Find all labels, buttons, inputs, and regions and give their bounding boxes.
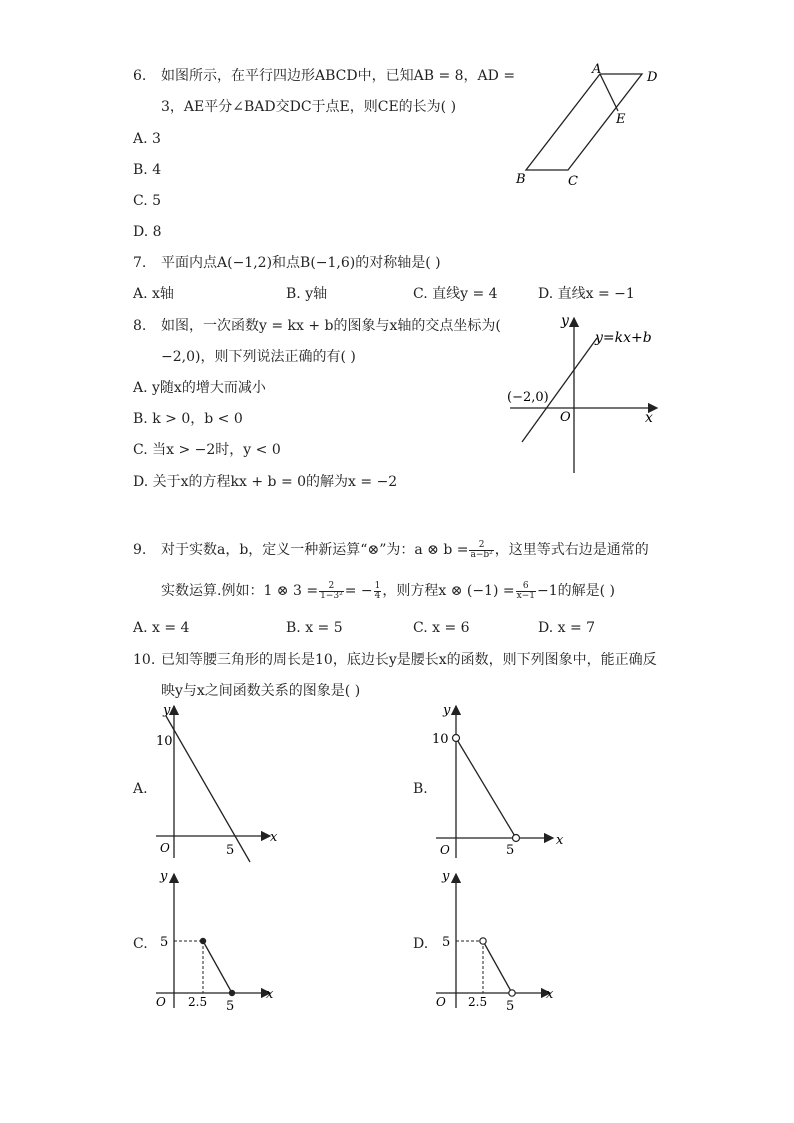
q7-option-c[interactable]: C. 直线y = 4 xyxy=(413,286,498,302)
svg-text:2.5: 2.5 xyxy=(188,995,208,1009)
q9-number: 9. xyxy=(133,542,147,558)
q10-graph-d[interactable] xyxy=(428,868,563,1018)
label-c: C xyxy=(568,174,578,189)
q6-parallelogram-figure xyxy=(508,60,668,190)
y-axis-label: y xyxy=(561,313,569,329)
q9-equation-fraction: $\frac{6}{x-1}$ xyxy=(516,580,535,601)
svg-text:5: 5 xyxy=(506,843,515,858)
graph-b-line xyxy=(456,738,516,838)
q9-option-c[interactable]: C. x = 6 xyxy=(413,620,470,636)
svg-text:O: O xyxy=(436,995,446,1009)
svg-text:5: 5 xyxy=(226,999,235,1014)
q8-stem-line2: −2,0)，则下列说法正确的有( ) xyxy=(161,349,356,365)
label-b: B xyxy=(516,172,526,187)
graph-d-line xyxy=(483,941,512,993)
q7-number: 7. xyxy=(133,255,147,271)
svg-text:5: 5 xyxy=(506,999,515,1014)
svg-text:x: x xyxy=(556,833,564,848)
line-equation-label: y=kx+b xyxy=(595,330,652,346)
label-d: D xyxy=(647,70,658,85)
label-a: A xyxy=(592,62,602,77)
intercept-label: (−2,0) xyxy=(507,390,549,405)
q9-example-fraction: $\frac{2}{\text{1−3²}}$ xyxy=(320,580,343,601)
q6-option-c[interactable]: C. 5 xyxy=(133,193,162,209)
q8-option-d[interactable]: D. 关于x的方程kx + b = 0的解为x = −2 xyxy=(133,474,398,490)
q9-stem-line2: 实数运算.例如：1 ⊗ 3 = $\frac{2}{\text{1−3²}}$ = − $\frac{1}{4}$ ，则方程x ⊗ (−1) = $\frac{6}{x-1}$ −1的解是( ) xyxy=(161,580,615,601)
q7-option-d[interactable]: D. 直线x = −1 xyxy=(538,286,635,302)
svg-text:x: x xyxy=(546,987,554,1002)
q7-stem: 平面内点A(−1,2)和点B(−1,6)的对称轴是( ) xyxy=(161,255,441,271)
q8-linear-function-figure xyxy=(505,310,665,480)
label-e: E xyxy=(616,112,626,127)
origin-label: O xyxy=(560,410,571,425)
q7-option-b[interactable]: B. y轴 xyxy=(286,286,328,302)
svg-text:10: 10 xyxy=(432,732,449,747)
svg-text:x: x xyxy=(270,830,278,845)
svg-text:y: y xyxy=(163,703,171,718)
q8-option-c[interactable]: C. 当x > −2时，y < 0 xyxy=(133,442,281,458)
q6-stem-line2: 3，AE平分∠BAD交DC于点E，则CE的长为( ) xyxy=(161,99,457,115)
q9-example-result-fraction: $\frac{1}{4}$ xyxy=(374,580,381,601)
q10-stem-line1: 已知等腰三角形的周长是10，底边长y是腰长x的函数，则下列图象中，能正确反 xyxy=(161,652,657,668)
q9-stem-line1: 对于实数a，b，定义一种新运算“⊗”为：a ⊗ b = $\frac{2}{\text{a−b²}}$ ，这里等式右边是通常的 xyxy=(161,539,649,560)
q9-definition-fraction: $\frac{2}{\text{a−b²}}$ xyxy=(470,539,493,560)
q10-option-c-letter[interactable]: C. xyxy=(133,936,148,952)
q6-option-b[interactable]: B. 4 xyxy=(133,162,162,178)
q6-number: 6. xyxy=(133,68,147,84)
q6-stem-line1: 如图所示，在平行四边形ABCD中，已知AB = 8，AD = xyxy=(161,68,516,84)
q10-option-b-letter[interactable]: B. xyxy=(413,781,428,797)
svg-text:y: y xyxy=(442,869,450,884)
svg-text:x: x xyxy=(266,987,274,1002)
svg-text:5: 5 xyxy=(160,935,169,950)
svg-text:y: y xyxy=(443,703,451,718)
segment-ae xyxy=(600,74,618,111)
svg-text:5: 5 xyxy=(226,843,235,858)
q9-option-a[interactable]: A. x = 4 xyxy=(133,620,190,636)
graph-a-line xyxy=(166,716,250,862)
q10-graph-a[interactable] xyxy=(148,700,283,870)
q10-graph-c[interactable] xyxy=(148,868,283,1018)
q6-option-a[interactable]: A. 3 xyxy=(133,131,161,147)
q8-option-a[interactable]: A. y随x的增大而减小 xyxy=(133,380,266,396)
svg-text:O: O xyxy=(440,843,450,857)
q7-option-a[interactable]: A. x轴 xyxy=(133,286,174,302)
q8-number: 8. xyxy=(133,318,147,334)
q10-option-a-letter[interactable]: A. xyxy=(133,781,148,797)
q10-number: 10. xyxy=(133,652,156,668)
svg-text:O: O xyxy=(160,841,170,855)
svg-text:10: 10 xyxy=(156,734,173,749)
svg-text:2.5: 2.5 xyxy=(468,995,488,1009)
q10-stem-line2: 映y与x之间函数关系的图象是( ) xyxy=(161,683,361,699)
svg-text:O: O xyxy=(156,995,166,1009)
q10-option-d-letter[interactable]: D. xyxy=(413,936,429,952)
q10-graph-b[interactable] xyxy=(428,700,568,870)
q6-option-d[interactable]: D. 8 xyxy=(133,224,162,240)
graph-c-line xyxy=(203,941,232,993)
x-axis-label: x xyxy=(645,410,653,426)
q9-option-d[interactable]: D. x = 7 xyxy=(538,620,596,636)
svg-text:5: 5 xyxy=(442,935,451,950)
q8-stem-line1: 如图，一次函数y = kx + b的图象与x轴的交点坐标为( xyxy=(161,318,501,334)
q9-option-b[interactable]: B. x = 5 xyxy=(286,620,343,636)
q8-option-b[interactable]: B. k > 0，b < 0 xyxy=(133,411,243,427)
svg-text:y: y xyxy=(160,869,168,884)
